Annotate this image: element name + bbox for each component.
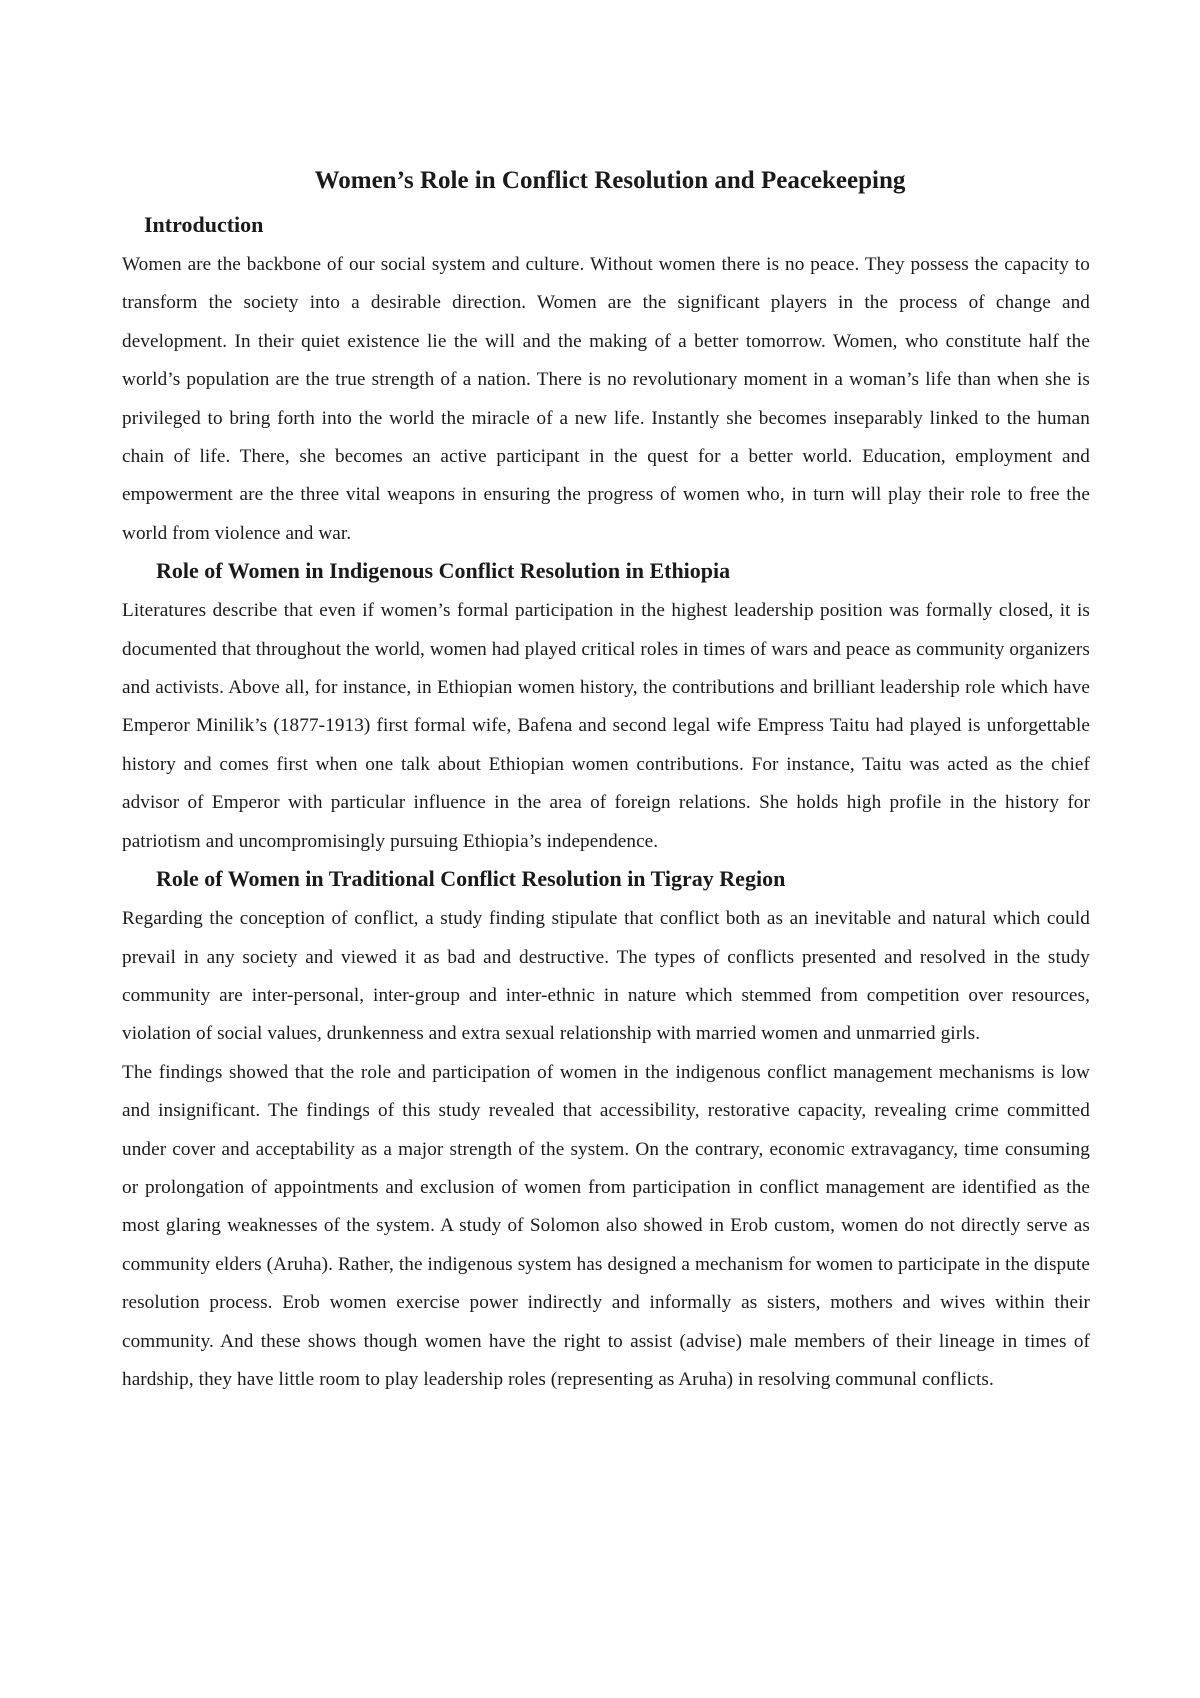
section-heading-introduction: Introduction — [144, 212, 264, 237]
document-page — [122, 166, 1090, 1399]
section-heading-traditional-tigray: Role of Women in Traditional Conflict Resolution in Tigray Region — [156, 866, 786, 892]
section-paragraph: The findings showed that the role and participation of women in the indigenous conflict management mechanisms is low and insignificant. The findings of this study revealed that accessibility, restorative capacity, revealing crime committed under cover and acceptability as a major strength of the system. On the contrary, economic extravagancy, time consuming or prolongation of appointments and exclusion of women from participation in conflict management are identified as the most glaring weaknesses of the system. A study of Solomon also showed in Erob custom, women do not directly serve as community elders (Aruha). Rather, the indigenous system has designed a mechanism for women to participate in the dispute resolution process. Erob women exercise power indirectly and informally as sisters, mothers and wives within their community. And these shows though women have the right to assist (advise) male members of their lineage in times of hardship, they have little room to play leadership roles (representing as Aruha) in resolving communal conflicts. — [122, 1061, 1090, 1390]
page-title: Women’s Role in Conflict Resolution and Peacekeeping — [314, 167, 906, 194]
section-paragraph: Regarding the conception of conflict, a study finding stipulate that conflict both as an inevitable and natural which could prevail in any society and viewed it as bad and destructive. The types of conflicts presented and resolved in the study community are inter-personal, inter-group and inter-ethnic in nature which stemmed from competition over resources, violation of social values, drunkenness and extra sexual relationship with married women and unmarried girls. — [122, 908, 1090, 1045]
section-paragraph: Women are the backbone of our social system and culture. Without women there is no peace. They possess the capacity to transform the society into a desirable direction. Women are the significant players in the process of change and development. In their quiet existence lie the will and the making of a better tomorrow. Women, who constitute half the world’s population are the true strength of a nation. There is no revolutionary moment in a woman’s life than when she is privileged to bring forth into the world the miracle of a new life. Instantly she becomes inseparably linked to the human chain of life. There, she becomes an active participant in the quest for a better world. Education, employment and empowerment are the three vital weapons in ensuring the progress of women who, in turn will play their role to free the world from violence and war. — [122, 254, 1090, 544]
section-heading-indigenous-ethiopia: Role of Women in Indigenous Conflict Resolution in Ethiopia — [156, 558, 731, 584]
section-paragraph: Literatures describe that even if women’s formal participation in the highest leadership position was formally closed, it is documented that throughout the world, women had played critical roles in times of wars and peace as community organizers and activists. Above all, for instance, in Ethiopian women history, the contributions and brilliant leadership role which have Emperor Minilik’s (1877-1913) first formal wife, Bafena and second legal wife Empress Taitu had played is unforgettable history and comes first when one talk about Ethiopian women contributions. For instance, Taitu was acted as the chief advisor of Emperor with particular influence in the area of foreign relations. She holds high profile in the history for patriotism and uncompromisingly pursuing Ethiopia’s independence. — [122, 600, 1090, 852]
